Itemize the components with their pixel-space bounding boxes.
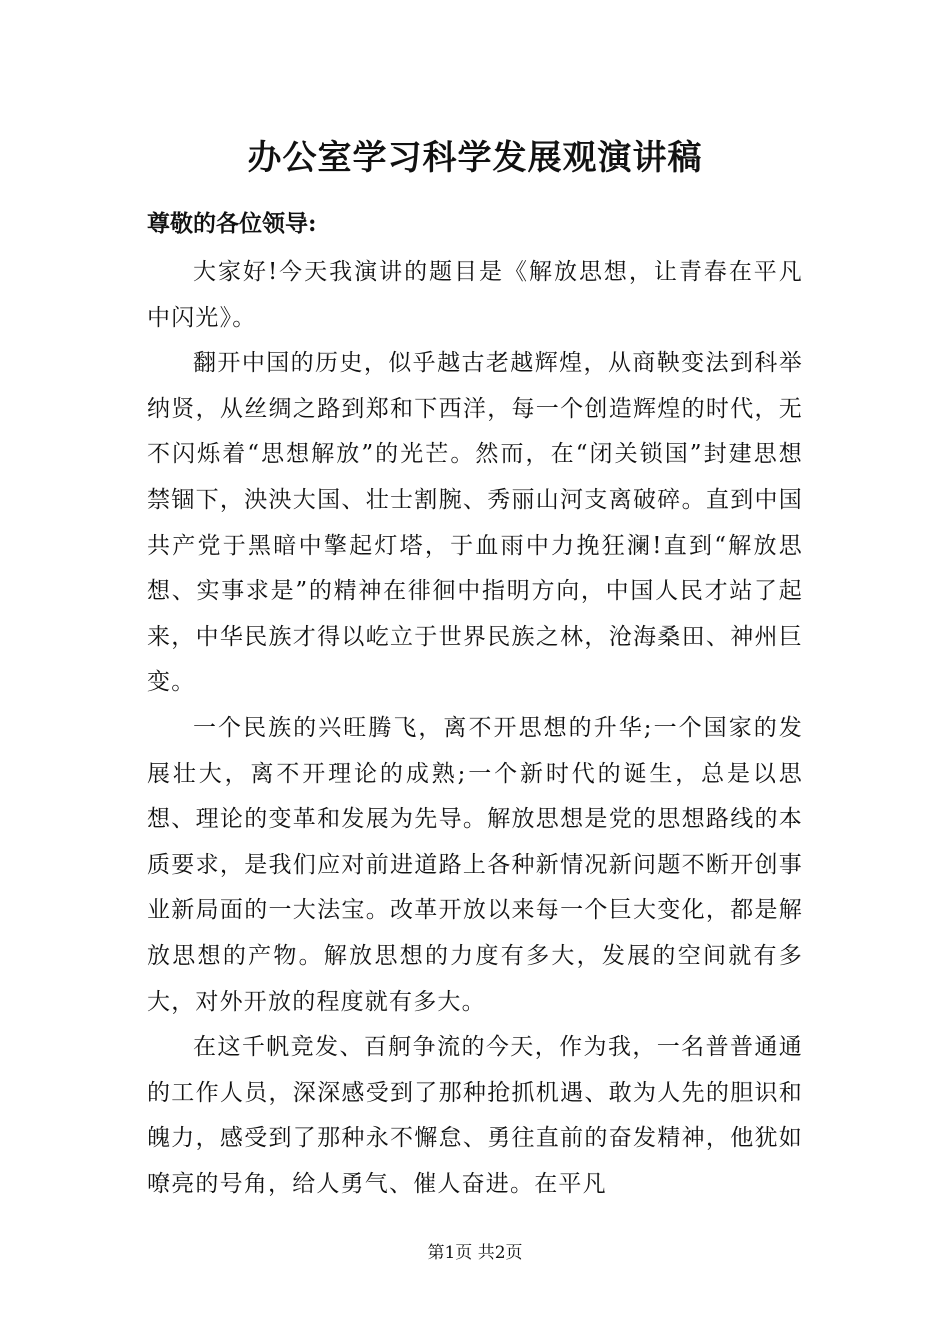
- salutation: 尊敬的各位领导:: [147, 210, 317, 237]
- document-title: 办公室学习科学发展观演讲稿: [247, 138, 703, 178]
- paragraph: 在这千帆竞发、百舸争流的今天，作为我，一名普普通通的工作人员，深深感受到了那种抢抓机遇、敢为人先的胆识和魄力，感受到了那种永不懈怠、勇往直前的奋发精神，他犹如嘹亮的号角，给人勇气、催人奋进。在平凡: [147, 1034, 803, 1197]
- paragraph: 一个民族的兴旺腾飞，离不开思想的升华;一个国家的发展壮大，离不开理论的成熟;一个新时代的诞生，总是以思想、理论的变革和发展为先导。解放思想是党的思想路线的本质要求，是我们应对前进道路上各种新情况新问题不断开创事业新局面的一大法宝。改革开放以来每一个巨大变化，都是解放思想的产物。解放思想的力度有多大，发展的空间就有多大，对外开放的程度就有多大。: [147, 714, 803, 1015]
- page-footer: 第1页 共2页: [427, 1243, 523, 1263]
- paragraph: 翻开中国的历史，似乎越古老越辉煌，从商鞅变法到科举纳贤，从丝绸之路到郑和下西洋，每一个创造辉煌的时代，无不闪烁着“思想解放”的光芒。然而，在“闭关锁国”封建思想禁锢下，泱泱大国、壮士割腕、秀丽山河支离破碎。直到中国共产党于黑暗中擎起灯塔，于血雨中力挽狂澜!直到“解放思想、实事求是”的精神在徘徊中指明方向，中国人民才站了起来，中华民族才得以屹立于世界民族之林，沧海桑田、神州巨变。: [147, 350, 803, 696]
- paragraph: 大家好!今天我演讲的题目是《解放思想，让青春在平凡中闪光》。: [147, 259, 803, 331]
- document-body: [147, 250, 803, 1207]
